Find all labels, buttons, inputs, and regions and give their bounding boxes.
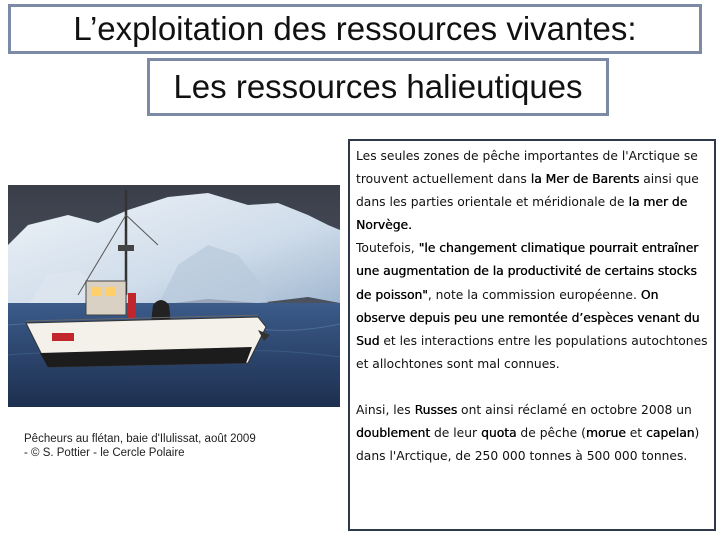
highlight-doublement: doublement [356,426,431,441]
caption-line-1: Pêcheurs au flétan, baie d'Ilulissat, août 2009 [24,433,256,445]
paragraph-zones [356,145,708,237]
text-fragment: de pêche ( [516,426,586,441]
body-text-box [348,139,716,531]
highlight-morue: morue [585,426,626,441]
text-fragment: , note la commission européenne. [427,287,641,302]
paragraph-climate [356,237,708,376]
highlight-quota: quota [481,426,517,441]
text-fragment: ont ainsi réclamé en octobre 2008 un [457,402,692,417]
text-fragment: et les interactions entre les populations autochtones et allochtones sont mal connues. [356,333,708,371]
highlight-russes: Russes [414,402,458,417]
highlight-capelan: capelan [646,426,695,441]
highlight-barents: la Mer de Barents [530,172,640,187]
paragraph-russia [356,399,708,468]
photo-caption [24,432,324,460]
slide-subtitle: Les ressources halieutiques [173,68,583,105]
text-fragment: de leur [430,426,482,441]
text-fragment: et [625,426,647,441]
highlight-norvege: la mer de Norvège. [356,195,688,233]
slide-title-box [8,4,702,54]
text-fragment: Ainsi, les [356,402,415,417]
highlight-species: On observe depuis peu une remontée d’espèces venant du Sud [356,287,700,348]
slide-subtitle-box [147,58,609,116]
fishing-boat-photo [8,185,340,407]
text-fragment: Toutefois, [356,241,419,256]
highlight-quote: "le changement climatique pourrait entraîner une augmentation de la productivité de certains stocks de poisson" [356,241,699,302]
slide-title: L’exploitation des ressources vivantes: [73,10,637,47]
paragraph-spacer [356,376,708,399]
text-fragment: Les seules zones de pêche importantes de l'Arctique se trouvent actuellement dans [356,149,698,187]
caption-line-2: - © S. Pottier - le Cercle Polaire [24,447,185,459]
text-fragment: ) dans l'Arctique, de 250 000 tonnes à 500 000 tonnes. [356,426,700,464]
text-fragment: ainsi que dans les parties orientale et méridionale de [356,172,699,210]
